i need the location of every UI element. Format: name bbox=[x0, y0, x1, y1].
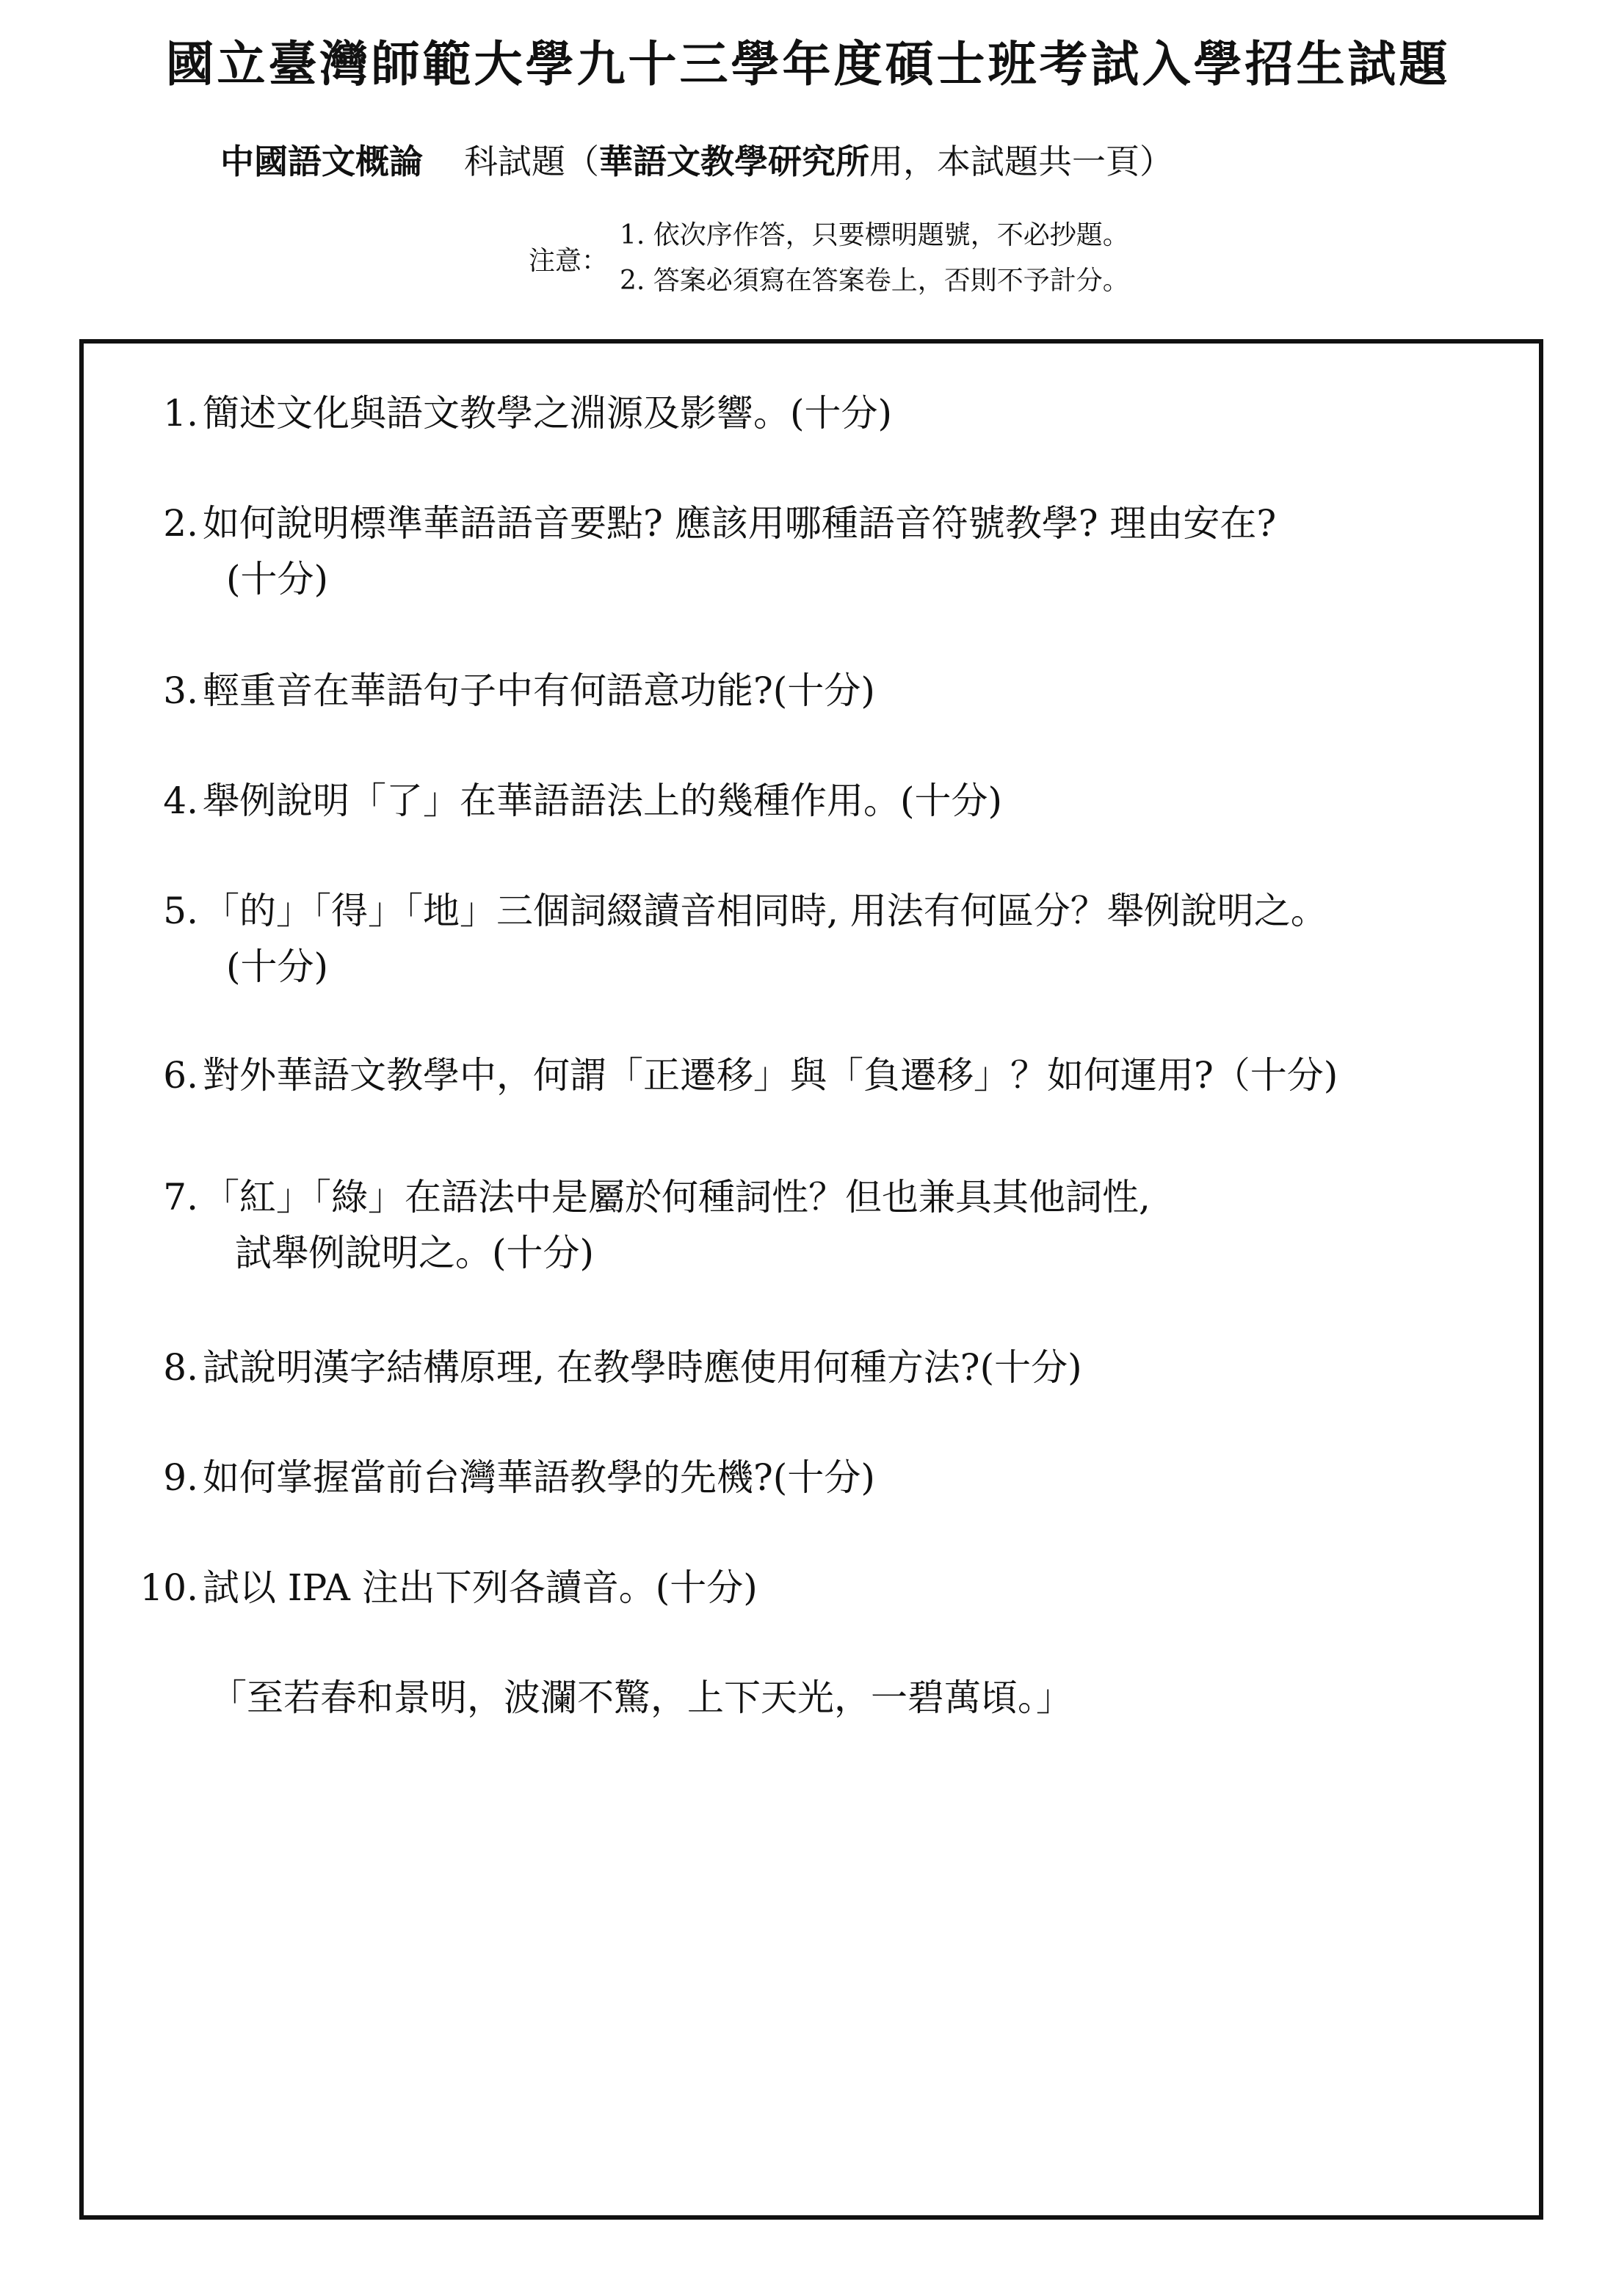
question-box bbox=[79, 339, 1543, 2220]
page-title: 國立臺灣師範大學九十三學年度碩士班考試入學招生試題 bbox=[165, 36, 1451, 92]
question-text: 舉例說明「了」在華語語法上的幾種作用。(十分) bbox=[203, 780, 1003, 822]
notes-label: 注意： bbox=[529, 246, 609, 276]
quoted-passage: 「至若春和景明，波瀾不驚，上下天光，一碧萬頃。」 bbox=[210, 1676, 1073, 1719]
question-number: 10. bbox=[140, 1566, 198, 1609]
question-number: 3. bbox=[163, 669, 198, 712]
question-number: 1. bbox=[163, 392, 198, 435]
question-text: 試以 IPA 注出下列各讀音。(十分) bbox=[203, 1566, 758, 1609]
question-number: 4. bbox=[163, 780, 198, 822]
question-text: (十分) bbox=[226, 945, 329, 988]
question-text: 如何掌握當前台灣華語教學的先機?(十分) bbox=[203, 1456, 875, 1499]
question-text: 輕重音在華語句子中有何語意功能?(十分) bbox=[203, 669, 875, 712]
subject-name: 中國語文概論 bbox=[220, 142, 423, 181]
usage-note: 用，本試題共一頁） bbox=[869, 142, 1173, 181]
question-text: 如何說明標準華語語音要點? 應該用哪種語音符號教學? 理由安在? bbox=[203, 502, 1277, 545]
subject-suffix: 科試題（ bbox=[464, 142, 599, 181]
question-number: 6. bbox=[163, 1054, 198, 1097]
question-number: 2. bbox=[163, 502, 198, 545]
question-number: 9. bbox=[163, 1456, 198, 1499]
question-number: 5. bbox=[163, 890, 198, 932]
note-item: 2. 答案必須寫在答案卷上，否則不予計分。 bbox=[620, 266, 1129, 296]
question-number: 8. bbox=[163, 1346, 198, 1389]
question-number: 7. bbox=[163, 1176, 198, 1218]
exam-subtitle bbox=[220, 132, 1173, 191]
question-text: (十分) bbox=[226, 558, 329, 600]
question-text: 「紅」「綠」在語法中是屬於何種詞性？但也兼具其他詞性, bbox=[203, 1176, 1151, 1218]
notes-list bbox=[620, 213, 1129, 304]
question-text: 對外華語文教學中，何謂「正遷移」與「負遷移」？如何運用?（十分) bbox=[203, 1054, 1338, 1097]
department-name: 華語文教學研究所 bbox=[599, 142, 869, 181]
question-text: 試舉例說明之。(十分) bbox=[235, 1232, 595, 1274]
question-text: 試說明漢字結構原理, 在教學時應使用何種方法?(十分) bbox=[203, 1346, 1082, 1389]
question-text: 簡述文化與語文教學之淵源及影響。(十分) bbox=[203, 392, 893, 435]
question-text: 「的」「得」「地」三個詞綴讀音相同時, 用法有何區分？舉例說明之。 bbox=[203, 890, 1327, 932]
note-item: 1. 依次序作答，只要標明題號，不必抄題。 bbox=[620, 220, 1129, 250]
